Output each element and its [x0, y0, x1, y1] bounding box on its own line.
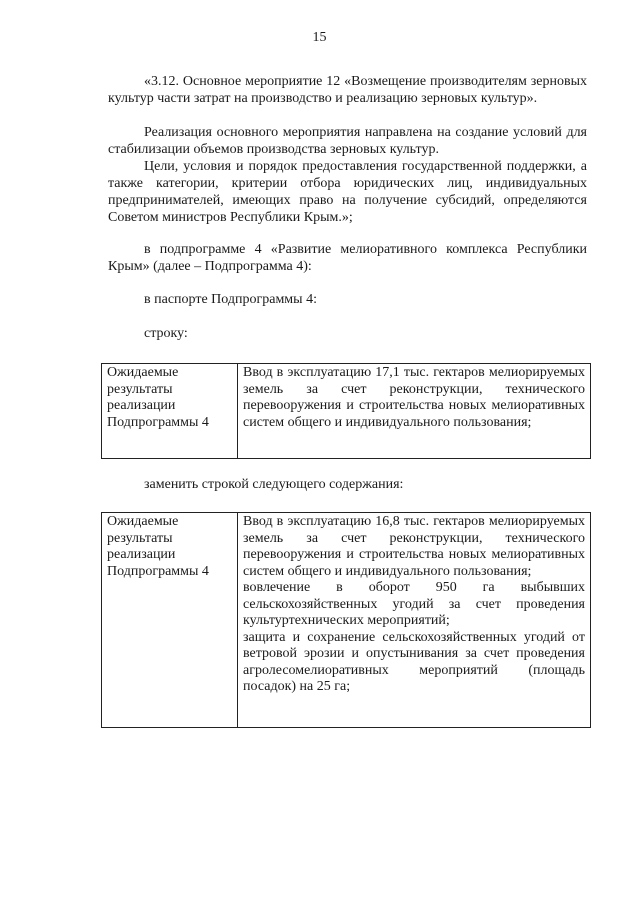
- old-row-table: [101, 363, 591, 459]
- new-row-value: [238, 513, 591, 728]
- new-row-value-line-3: защита и сохранение сельскохозяйственных угодий от ветровой эрозии и опустынивания за счет проведения агролесомелиоративных мероприятий (площадь посадок) на 25 га;: [243, 629, 585, 694]
- table-row: [102, 364, 591, 459]
- table-row: [102, 513, 591, 728]
- paragraph-subprogram-4: в подпрограмме 4 «Развитие мелиоративного комплекса Республики Крым» (далее – Подпрограмма 4):: [108, 242, 587, 274]
- new-row-table: [101, 512, 591, 728]
- paragraph-measure-3-12: «3.12. Основное мероприятие 12 «Возмещение производителям зерновых культур части затрат на производство и реализацию зерновых культур».: [108, 74, 587, 106]
- new-row-value-line-1: Ввод в эксплуатацию 16,8 тыс. гектаров мелиорируемых земель за счет реконструкции, технического перевооружения и строительства новых мелиоративных систем общего и индивидуального пользования;: [243, 514, 585, 579]
- paragraph-row-intro: строку:: [144, 326, 188, 341]
- paragraph-measure-purpose: Реализация основного мероприятия направлена на создание условий для стабилизации объемов производства зерновых культур.: [108, 125, 587, 157]
- paragraph-passport: в паспорте Подпрограммы 4:: [144, 292, 317, 307]
- new-row-label: Ожидаемые результаты реализации Подпрограммы 4: [102, 513, 238, 728]
- paragraph-support-conditions: Цели, условия и порядок предоставления государственной поддержки, а также категории, критерии отбора юридических лиц, индивидуальных предпринимателей, имеющих право на получение субсидий, определяются Советом министров Республики Крым.»;: [108, 159, 587, 225]
- paragraph-replace-with: заменить строкой следующего содержания:: [144, 477, 404, 492]
- page-number: 15: [312, 30, 327, 45]
- old-row-label: Ожидаемые результаты реализации Подпрограммы 4: [102, 364, 238, 459]
- new-row-value-line-2: вовлечение в оборот 950 га выбывших сельскохозяйственных угодий за счет проведения культуртехнических мероприятий;: [243, 580, 585, 628]
- old-row-value: Ввод в эксплуатацию 17,1 тыс. гектаров мелиорируемых земель за счет реконструкции, технического перевооружения и строительства новых мелиоративных систем общего и индивидуального пользования;: [238, 364, 591, 459]
